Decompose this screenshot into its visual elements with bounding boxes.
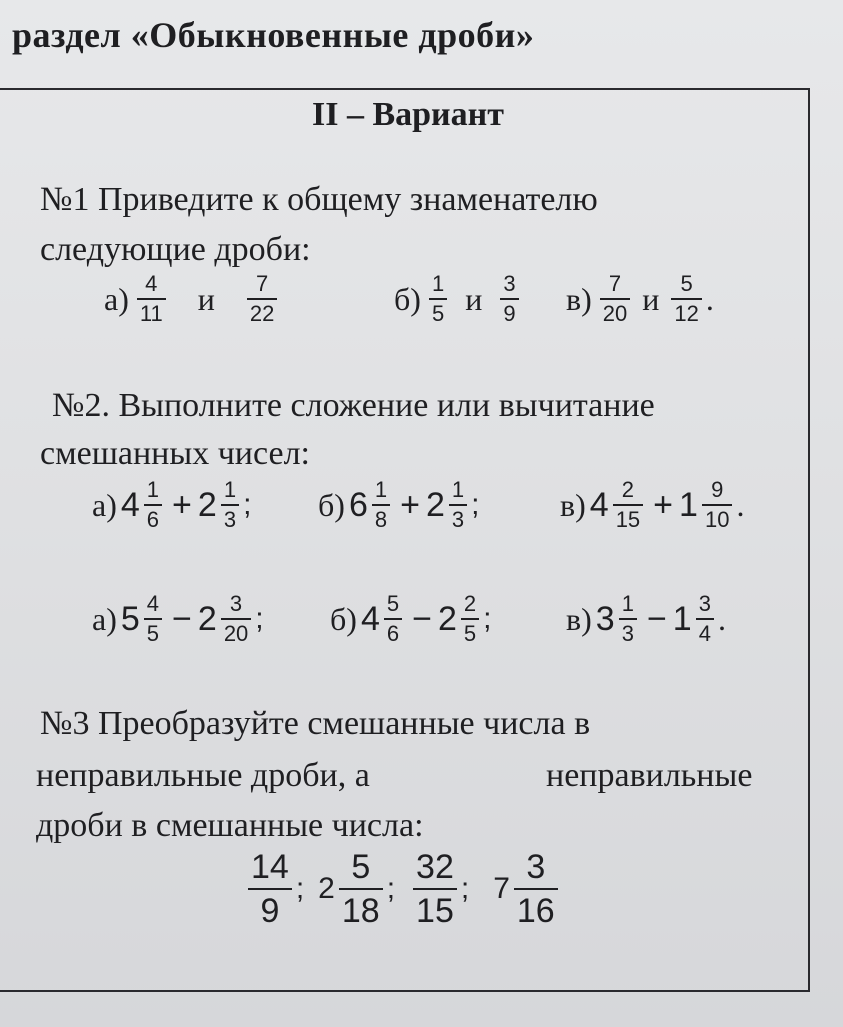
operator: − <box>172 599 192 638</box>
task1-text-line1: №1 Приведите к общему знаменателю <box>40 181 598 218</box>
item-end-punct: ; <box>295 872 305 905</box>
item-end-punct: . <box>717 600 726 637</box>
denominator: 12 <box>674 301 699 326</box>
operator: − <box>646 599 667 638</box>
numerator: 4 <box>145 271 158 296</box>
fraction <box>500 272 518 326</box>
whole-part: 3 <box>595 599 615 638</box>
task3-text-line1: №3 Преобразуйте смешанные числа в <box>40 705 591 742</box>
denominator: 3 <box>621 621 634 646</box>
fraction-bar <box>137 298 166 300</box>
numerator: 5 <box>680 271 693 296</box>
denominator: 16 <box>516 892 555 930</box>
item-end-punct: ; <box>386 872 396 905</box>
fraction <box>247 272 277 326</box>
denominator: 3 <box>451 507 465 532</box>
task1-item-c <box>566 272 714 326</box>
numerator: 1 <box>431 271 445 296</box>
task1-item-b <box>394 272 523 326</box>
fraction <box>144 478 162 532</box>
task1-text-line2: следующие дроби: <box>40 231 311 268</box>
fraction-bar <box>372 504 390 506</box>
fraction <box>429 272 447 326</box>
task2-add-item-a <box>92 478 265 532</box>
numerator: 1 <box>451 477 465 502</box>
whole-part: 7 <box>493 872 510 905</box>
numerator: 1 <box>146 477 160 502</box>
task3-items <box>244 848 562 930</box>
numerator: 2 <box>621 477 635 502</box>
denominator: 18 <box>341 892 380 930</box>
denominator: 9 <box>503 301 516 326</box>
task2-add-item-c <box>560 478 744 532</box>
denominator: 9 <box>260 892 280 930</box>
fraction-bar <box>514 888 558 890</box>
fraction-bar <box>500 298 518 300</box>
task3-text-line2a: неправильные дроби, а <box>36 757 370 794</box>
numerator: 1 <box>374 477 388 502</box>
denominator: 20 <box>602 301 628 326</box>
whole-part: 4 <box>360 599 380 638</box>
fraction <box>514 848 558 930</box>
denominator: 4 <box>698 621 711 646</box>
fraction-bar <box>429 298 447 300</box>
denominator: 5 <box>463 621 477 646</box>
item-label: а) <box>92 600 117 637</box>
whole-part: 4 <box>589 485 609 524</box>
fraction <box>221 478 239 532</box>
fraction <box>144 592 162 646</box>
fraction <box>696 592 714 646</box>
conjunction: и <box>197 280 215 317</box>
item-label: в) <box>566 280 592 317</box>
denominator: 11 <box>139 301 163 326</box>
whole-part: 2 <box>197 485 217 524</box>
whole-part: 2 <box>437 599 457 638</box>
variant-title: II – Вариант <box>312 96 504 133</box>
denominator: 6 <box>146 507 160 532</box>
numerator: 1 <box>223 477 237 502</box>
fraction <box>339 848 383 930</box>
operator: − <box>412 599 432 638</box>
denominator: 3 <box>223 507 237 532</box>
fraction-bar <box>413 888 457 890</box>
fraction-bar <box>702 504 732 506</box>
fraction-bar <box>384 618 402 620</box>
fraction-bar <box>221 618 251 620</box>
task2-sub-item-b <box>330 592 505 646</box>
fraction-bar <box>339 888 383 890</box>
fraction <box>600 272 630 326</box>
item-end-punct: ; <box>471 488 480 521</box>
fraction-bar <box>247 298 277 300</box>
task2-add-item-b <box>318 478 493 532</box>
numerator: 4 <box>146 591 160 616</box>
denominator: 5 <box>146 621 160 646</box>
fraction-bar <box>449 504 467 506</box>
item-label: б) <box>394 280 421 317</box>
fraction <box>619 592 637 646</box>
item-label: в) <box>560 486 586 523</box>
numerator: 3 <box>526 848 546 886</box>
whole-part: 5 <box>120 599 140 638</box>
denominator: 10 <box>704 507 730 532</box>
denominator: 6 <box>386 621 400 646</box>
numerator: 32 <box>416 848 454 886</box>
numerator: 7 <box>255 271 269 296</box>
whole-part: 2 <box>318 872 335 905</box>
fraction-bar <box>221 504 239 506</box>
whole-part: 4 <box>120 485 140 524</box>
whole-part: 1 <box>672 599 692 638</box>
item-end-punct: . <box>705 280 714 317</box>
section-header: раздел «Обыкновенные дроби» <box>12 15 535 55</box>
task3-text-line2b: неправильные <box>546 757 753 794</box>
item-label: а) <box>92 486 117 523</box>
item-label: б) <box>318 486 345 523</box>
whole-part: 6 <box>348 485 368 524</box>
fraction-bar <box>671 298 701 300</box>
conjunction: и <box>642 280 660 317</box>
whole-part: 2 <box>197 599 217 638</box>
fraction <box>137 272 166 326</box>
denominator: 15 <box>416 892 454 930</box>
numerator: 5 <box>351 848 371 886</box>
numerator: 1 <box>621 591 634 616</box>
denominator: 8 <box>374 507 388 532</box>
fraction-bar <box>696 618 714 620</box>
item-end-punct: ; <box>243 488 252 521</box>
task1-item-a <box>104 272 281 326</box>
numerator: 7 <box>608 271 622 296</box>
fraction <box>413 848 457 930</box>
whole-part: 1 <box>679 485 698 524</box>
task2-sub-item-a <box>92 592 278 646</box>
numerator: 2 <box>463 591 477 616</box>
numerator: 9 <box>711 477 724 502</box>
fraction <box>221 592 251 646</box>
task2-text-line1: №2. Выполните сложение или вычитание <box>52 387 655 424</box>
numerator: 14 <box>251 848 289 886</box>
item-end-punct: ; <box>460 872 470 905</box>
whole-part: 2 <box>425 485 445 524</box>
item-label: а) <box>104 280 129 317</box>
operator: + <box>653 485 674 524</box>
fraction <box>702 478 732 532</box>
fraction <box>613 478 643 532</box>
task2-sub-item-c <box>566 592 726 646</box>
numerator: 3 <box>503 271 516 296</box>
task2-text-line2: смешанных чисел: <box>40 435 311 472</box>
fraction <box>384 592 402 646</box>
fraction-bar <box>461 618 479 620</box>
fraction-bar <box>613 504 643 506</box>
fraction <box>372 478 390 532</box>
numerator: 3 <box>229 591 243 616</box>
fraction <box>449 478 467 532</box>
fraction-bar <box>600 298 630 300</box>
fraction-bar <box>248 888 292 890</box>
item-end-punct: ; <box>255 602 264 635</box>
fraction-bar <box>619 618 637 620</box>
fraction <box>248 848 292 930</box>
task3-text-line3: дроби в смешанные числа: <box>36 807 424 844</box>
denominator: 22 <box>249 301 275 326</box>
fraction <box>671 272 701 326</box>
denominator: 5 <box>431 301 445 326</box>
denominator: 15 <box>615 507 641 532</box>
item-end-punct: . <box>736 486 745 523</box>
fraction-bar <box>144 618 162 620</box>
numerator: 5 <box>386 591 400 616</box>
fraction-bar <box>144 504 162 506</box>
item-end-punct: ; <box>483 602 492 635</box>
operator: + <box>400 485 420 524</box>
fraction <box>461 592 479 646</box>
operator: + <box>172 485 192 524</box>
numerator: 3 <box>698 591 711 616</box>
item-label: в) <box>566 600 592 637</box>
conjunction: и <box>465 280 483 317</box>
item-label: б) <box>330 600 357 637</box>
denominator: 20 <box>223 621 249 646</box>
